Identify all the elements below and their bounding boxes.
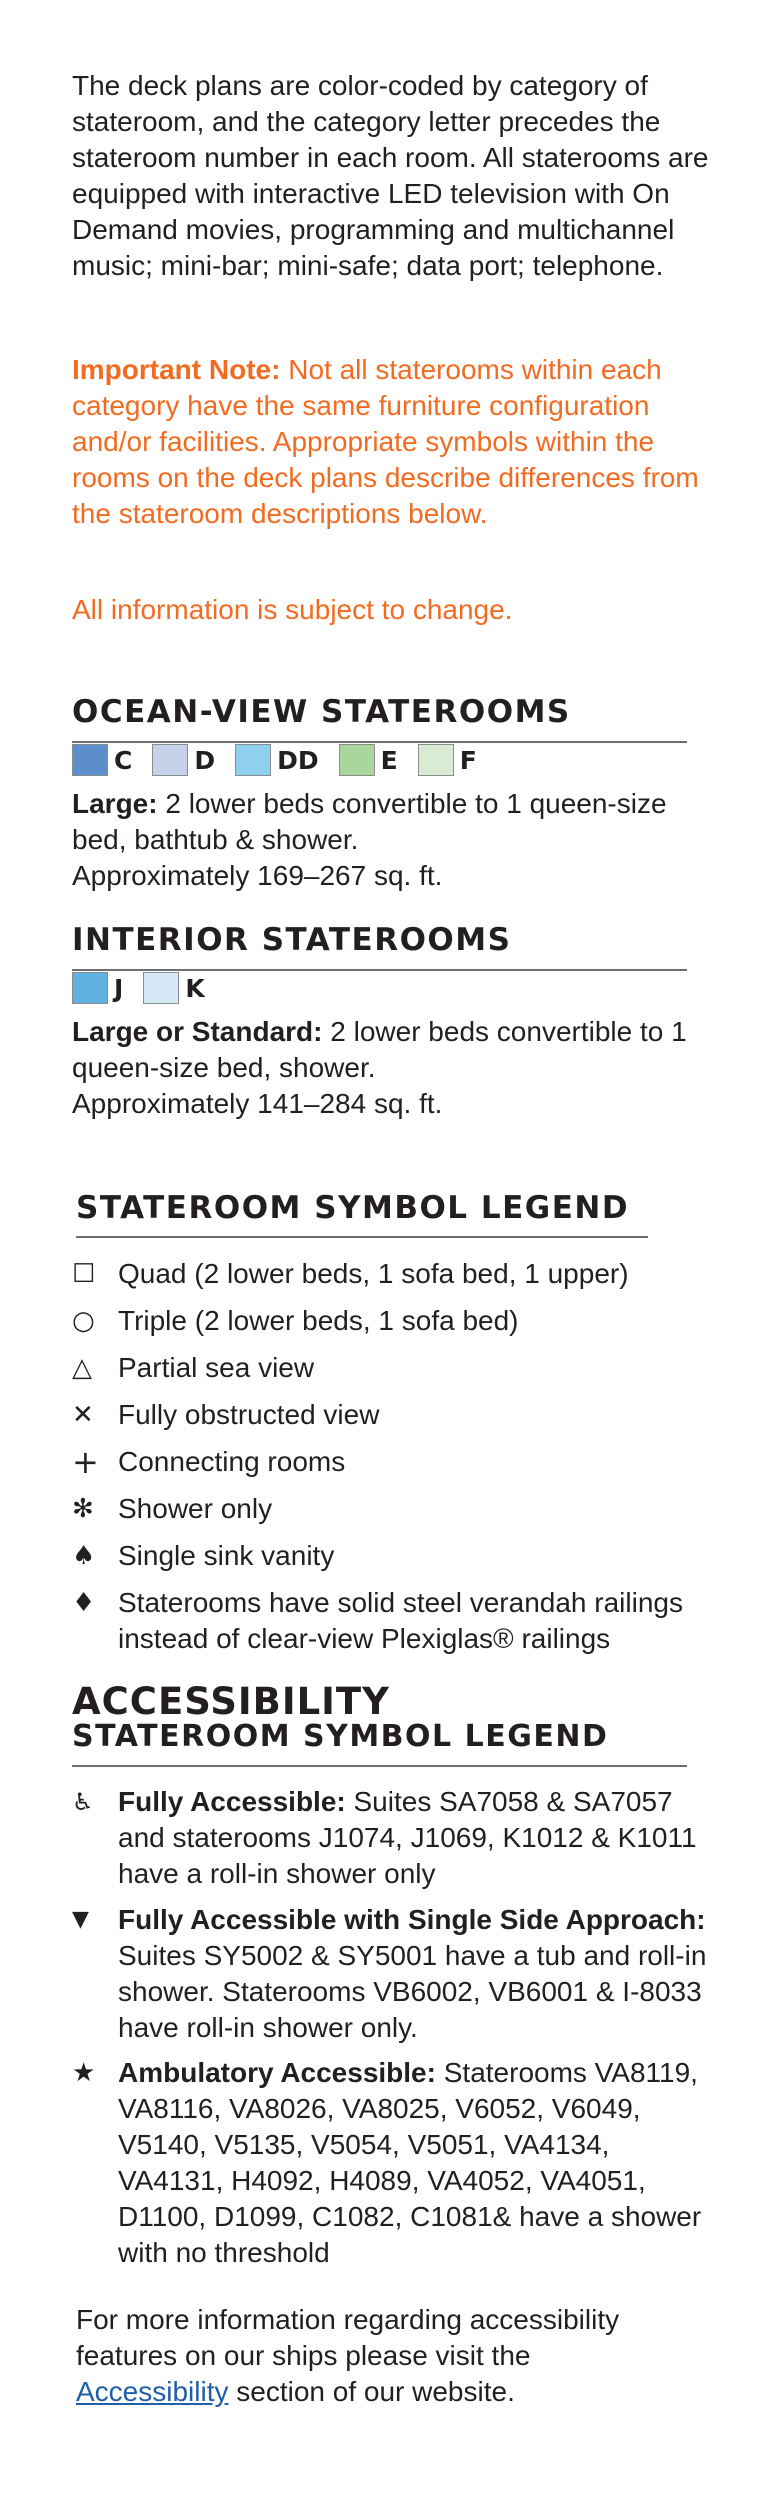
legend-item-text: Partial sea view [118,1352,315,1383]
legend-item-connecting [72,1444,712,1480]
ocean-view-desc-text: 2 lower beds convertible to 1 queen-size bed, bathtub & shower. [72,788,667,855]
legend-item-text: Triple (2 lower beds, 1 sofa bed) [118,1305,519,1336]
down-triangle-icon: ▼ [72,1907,89,1932]
accessibility-item-fully-accessible [72,1784,712,1892]
category-code: C [114,745,133,775]
category-swatch-d [152,744,229,776]
square-icon: ☐ [72,1259,96,1289]
legend-item-obstructed [72,1397,712,1433]
category-code: D [194,745,216,775]
footer-text-after: section of our website. [236,2376,515,2407]
interior-heading: INTERIOR STATEROOMS [72,922,512,958]
circle-icon: ○ [72,1306,95,1336]
accessibility-divider [72,1765,687,1767]
interior-desc-text: 2 lower beds convertible to 1 queen-size bed, shower. [72,1016,687,1083]
legend-item-text: Connecting rooms [118,1446,346,1477]
accessibility-item-text [118,1902,718,2046]
accessibility-item-desc: Suites SY5002 & SY5001 have a tub and roll-in shower. Staterooms VB6002, VB6001 & I-8033 have roll-in shower only. [118,1940,707,2043]
interior-description [72,1014,712,1122]
symbol-legend-heading: STATEROOM SYMBOL LEGEND [76,1190,630,1226]
category-code: K [185,973,205,1003]
ocean-view-desc-label: Large: [72,788,158,819]
triangle-icon: △ [72,1353,92,1383]
accessibility-item-text [118,1784,718,1892]
category-code: J [114,973,124,1003]
interior-desc-label: Large or Standard: [72,1016,323,1047]
legend-item-text: Staterooms have solid steel verandah railings instead of clear-view Plexiglas® railings [118,1587,683,1654]
ocean-view-heading: OCEAN-VIEW STATEROOMS [72,694,571,730]
accessibility-item-label: Ambulatory Accessible: [118,2057,436,2088]
accessibility-subtitle: STATEROOM SYMBOL LEGEND [72,1719,609,1754]
swatch-box [72,744,108,776]
symbol-legend-divider [76,1236,648,1238]
category-swatch-dd [235,744,333,776]
swatch-box [339,744,375,776]
category-code: E [380,745,398,775]
ocean-view-category-swatches [72,743,497,777]
category-swatch-f [418,744,491,776]
legend-item-quad [72,1256,712,1292]
category-code: DD [277,745,319,775]
swatch-box [143,972,179,1004]
category-swatch-j [72,972,137,1004]
legend-item-text: Fully obstructed view [118,1399,380,1430]
wheelchair-icon: ♿ [72,1788,94,1816]
category-swatch-c [72,744,146,776]
swatch-box [152,744,188,776]
footer-paragraph [76,2302,676,2410]
category-swatch-k [143,972,218,1004]
legend-item-single-sink [72,1538,712,1574]
accessibility-title: ACCESSIBILITY [72,1680,390,1723]
legend-item-partial-view [72,1350,712,1386]
intro-paragraph: The deck plans are color-coded by category of stateroom, and the category letter precedes the stateroom number in each room. All staterooms are equipped with interactive LED television with On Demand movies, programming and multichannel music; mini-bar; mini-safe; data port; telephone. [72,70,709,281]
subject-to-change-note: All information is subject to change. [72,594,513,625]
ocean-view-size: Approximately 169–267 sq. ft. [72,860,443,891]
legend-item-steel-railings [72,1585,712,1657]
accessibility-item-single-side [72,1902,712,2046]
category-swatch-e [339,744,412,776]
swatch-box [72,972,108,1004]
interior-size: Approximately 141–284 sq. ft. [72,1088,443,1119]
accessibility-item-ambulatory [72,2055,712,2271]
important-note-text: Not all staterooms within each category have the same furniture configuration and/or facilities. Appropriate symbols within the rooms on the deck plans describe differences from the stateroom descriptions below. [72,354,699,529]
legend-item-text: Single sink vanity [118,1540,335,1571]
legend-item-triple [72,1303,712,1339]
swatch-box [235,744,271,776]
accessibility-item-label: Fully Accessible with Single Side Approach: [118,1904,706,1935]
swatch-box [418,744,454,776]
category-code: F [459,745,477,775]
accessibility-item-text [118,2055,718,2271]
asterisk-icon: ✻ [72,1494,94,1524]
accessibility-item-desc: Suites SA7058 & SA7057 and staterooms J1074, J1069, K1012 & K1011 have a roll-in shower only [118,1786,697,1889]
accessibility-link[interactable]: Accessibility [76,2376,229,2407]
legend-item-text: Shower only [118,1493,273,1524]
important-note [72,352,712,532]
accessibility-item-desc: Staterooms VA8119, VA8116, VA8026, VA8025, V6052, V6049, V5140, V5135, V5054, V5051, VA4134, VA4131, H4092, H4089, VA4052, VA4051, D1100, D1099, C1082, C1081& have a shower with no threshold [118,2057,702,2268]
ocean-view-description [72,786,712,894]
accessibility-item-label: Fully Accessible: [118,1786,346,1817]
spade-icon: ♠ [72,1541,96,1571]
plus-icon: + [72,1443,99,1481]
legend-item-text: Quad (2 lower beds, 1 sofa bed, 1 upper) [118,1258,629,1289]
important-note-label: Important Note: [72,354,281,385]
footer-text-before: For more information regarding accessibility features on our ships please visit the [76,2304,620,2371]
interior-category-swatches [72,971,225,1005]
diamond-icon: ♦ [72,1588,96,1618]
legend-item-shower-only [72,1491,712,1527]
x-icon: ✕ [72,1400,94,1430]
star-icon: ★ [72,2058,96,2088]
